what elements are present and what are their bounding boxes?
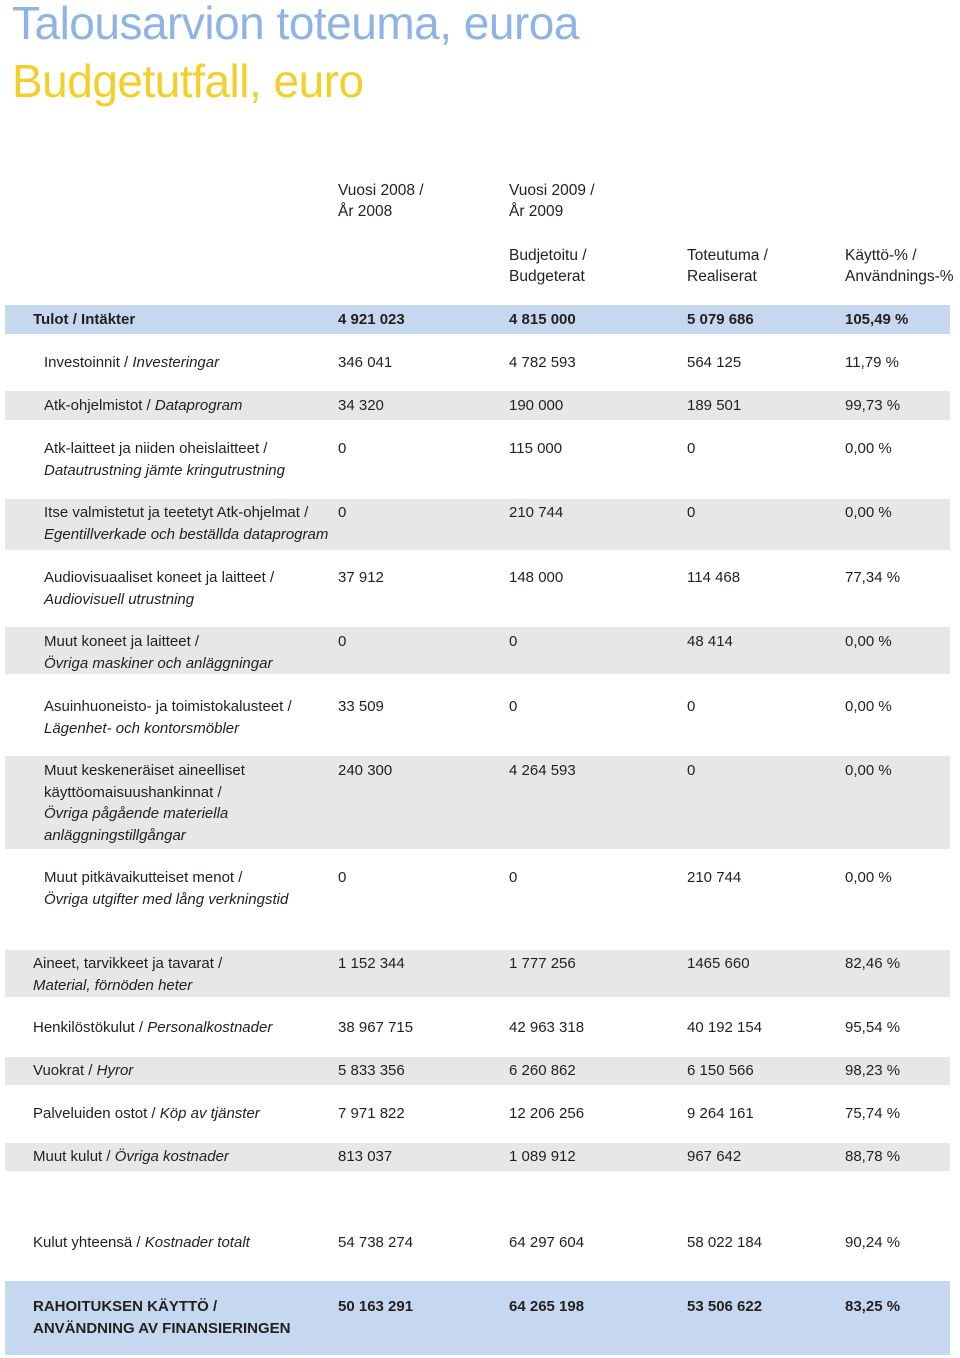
row-label: Itse valmistetut ja teetetyt Atk-ohjelmat / Egentillverkade och beställda dataprogram [44,504,329,543]
row-band-income [5,305,950,334]
row-label: Muut koneet ja laitteet / Övriga maskiner och anläggningar [44,633,273,672]
row-label: Tulot / Intäkter [33,311,136,328]
value-percent: 90,24 % [845,1234,901,1251]
value-actual: 0 [687,440,696,457]
value-percent: 0,00 % [845,698,892,715]
row-label: Asuinhuoneisto- ja toimistokalusteet / Lägenhet- och kontorsmöbler [44,698,292,737]
value-budget: 4 782 593 [509,354,576,371]
value-2008: 5 833 356 [338,1062,405,1079]
value-percent: 98,23 % [845,1062,901,1079]
value-percent: 77,34 % [845,569,901,586]
value-percent: 82,46 % [845,955,901,972]
value-percent: 0,00 % [845,762,892,779]
value-budget: 12 206 256 [509,1105,585,1122]
row-label: Muut pitkävaikutteiset menot / Övriga utgifter med lång verkningstid [44,869,289,908]
value-budget: 64 297 604 [509,1234,585,1251]
value-actual: 40 192 154 [687,1019,763,1036]
value-2008: 38 967 715 [338,1019,414,1036]
page-title-finnish: Talousarvion toteuma, euroa [12,0,579,49]
row-label: Audiovisuaaliset koneet ja laitteet / Audiovisuell utrustning [44,569,275,608]
row-label: Vuokrat / Hyror [33,1062,134,1079]
value-percent: 0,00 % [845,440,892,457]
value-actual: 114 468 [687,569,741,586]
value-budget: 0 [509,869,518,886]
value-budget: 4 264 593 [509,762,576,779]
value-budget: 210 744 [509,504,564,521]
row-label: Aineet, tarvikkeet ja tavarat / Material, förnöden heter [33,955,223,994]
value-budget: 0 [509,698,518,715]
value-2008: 34 320 [338,397,384,414]
value-actual: 189 501 [687,397,742,414]
value-actual: 0 [687,762,696,779]
row-label: Muut kulut / Övriga kostnader [33,1148,229,1165]
value-budget: 148 000 [509,569,564,586]
value-2008: 240 300 [338,762,393,779]
value-percent: 75,74 % [845,1105,901,1122]
row-label: Atk-ohjelmistot / Dataprogram [44,397,243,414]
value-actual: 6 150 566 [687,1062,754,1079]
row-label: Palveluiden ostot / Köp av tjänster [33,1105,260,1122]
value-2008: 54 738 274 [338,1234,414,1251]
row-label: Kulut yhteensä / Kostnader totalt [33,1234,250,1251]
header-usage-percent: Käyttö-% / Användnings-% [845,247,954,285]
value-actual: 0 [687,698,696,715]
value-actual: 210 744 [687,869,742,886]
header-budgeted: Budjetoitu / Budgeterat [509,247,587,285]
value-2008: 37 912 [338,569,384,586]
value-actual: 967 642 [687,1148,742,1165]
value-percent: 99,73 % [845,397,901,414]
value-percent: 95,54 % [845,1019,901,1036]
row-label: Atk-laitteet ja niiden oheislaitteet / Datautrustning jämte kringutrustning [44,440,285,479]
value-actual: 53 506 622 [687,1298,763,1315]
value-actual: 5 079 686 [687,311,754,328]
value-actual: 9 264 161 [687,1105,754,1122]
value-budget: 6 260 862 [509,1062,576,1079]
value-2008: 1 152 344 [338,955,405,972]
header-year-2009: Vuosi 2009 / År 2009 [509,182,595,220]
value-2008: 50 163 291 [338,1298,414,1315]
value-percent: 105,49 % [845,311,909,328]
value-2008: 0 [338,504,347,521]
value-budget: 42 963 318 [509,1019,585,1036]
value-percent: 0,00 % [845,633,892,650]
value-actual: 1465 660 [687,955,750,972]
value-percent: 0,00 % [845,504,892,521]
value-2008: 4 921 023 [338,311,405,328]
value-actual: 0 [687,504,696,521]
value-actual: 564 125 [687,354,742,371]
value-2008: 0 [338,633,347,650]
value-budget: 64 265 198 [509,1298,585,1315]
value-percent: 88,78 % [845,1148,901,1165]
header-year-2008: Vuosi 2008 / År 2008 [338,182,424,220]
row-label: Investoinnit / Investeringar [44,354,220,371]
row-label: Muut keskeneräiset aineelliset käyttöomaisuushankinnat / Övriga pågående materiella anläggningstillgångar [44,762,245,844]
row-band [5,1057,950,1085]
header-actual: Toteutuma / Realiserat [687,247,768,285]
value-budget: 0 [509,633,518,650]
value-actual: 48 414 [687,633,733,650]
row-label-total: RAHOITUKSEN KÄYTTÖ / ANVÄNDNING AV FINANSIERINGEN [33,1298,291,1337]
value-budget: 115 000 [509,440,563,457]
value-2008: 33 509 [338,698,384,715]
value-budget: 1 089 912 [509,1148,576,1165]
value-budget: 4 815 000 [509,311,576,328]
value-percent: 0,00 % [845,869,892,886]
page-title-swedish: Budgetutfall, euro [12,55,364,107]
value-percent: 83,25 % [845,1298,901,1315]
value-2008: 0 [338,440,347,457]
value-budget: 1 777 256 [509,955,576,972]
value-2008: 7 971 822 [338,1105,405,1122]
value-percent: 11,79 % [845,354,899,371]
value-2008: 0 [338,869,347,886]
value-2008: 346 041 [338,354,393,371]
value-2008: 813 037 [338,1148,393,1165]
value-actual: 58 022 184 [687,1234,763,1251]
row-label: Henkilöstökulut / Personalkostnader [33,1019,273,1036]
value-budget: 190 000 [509,397,564,414]
